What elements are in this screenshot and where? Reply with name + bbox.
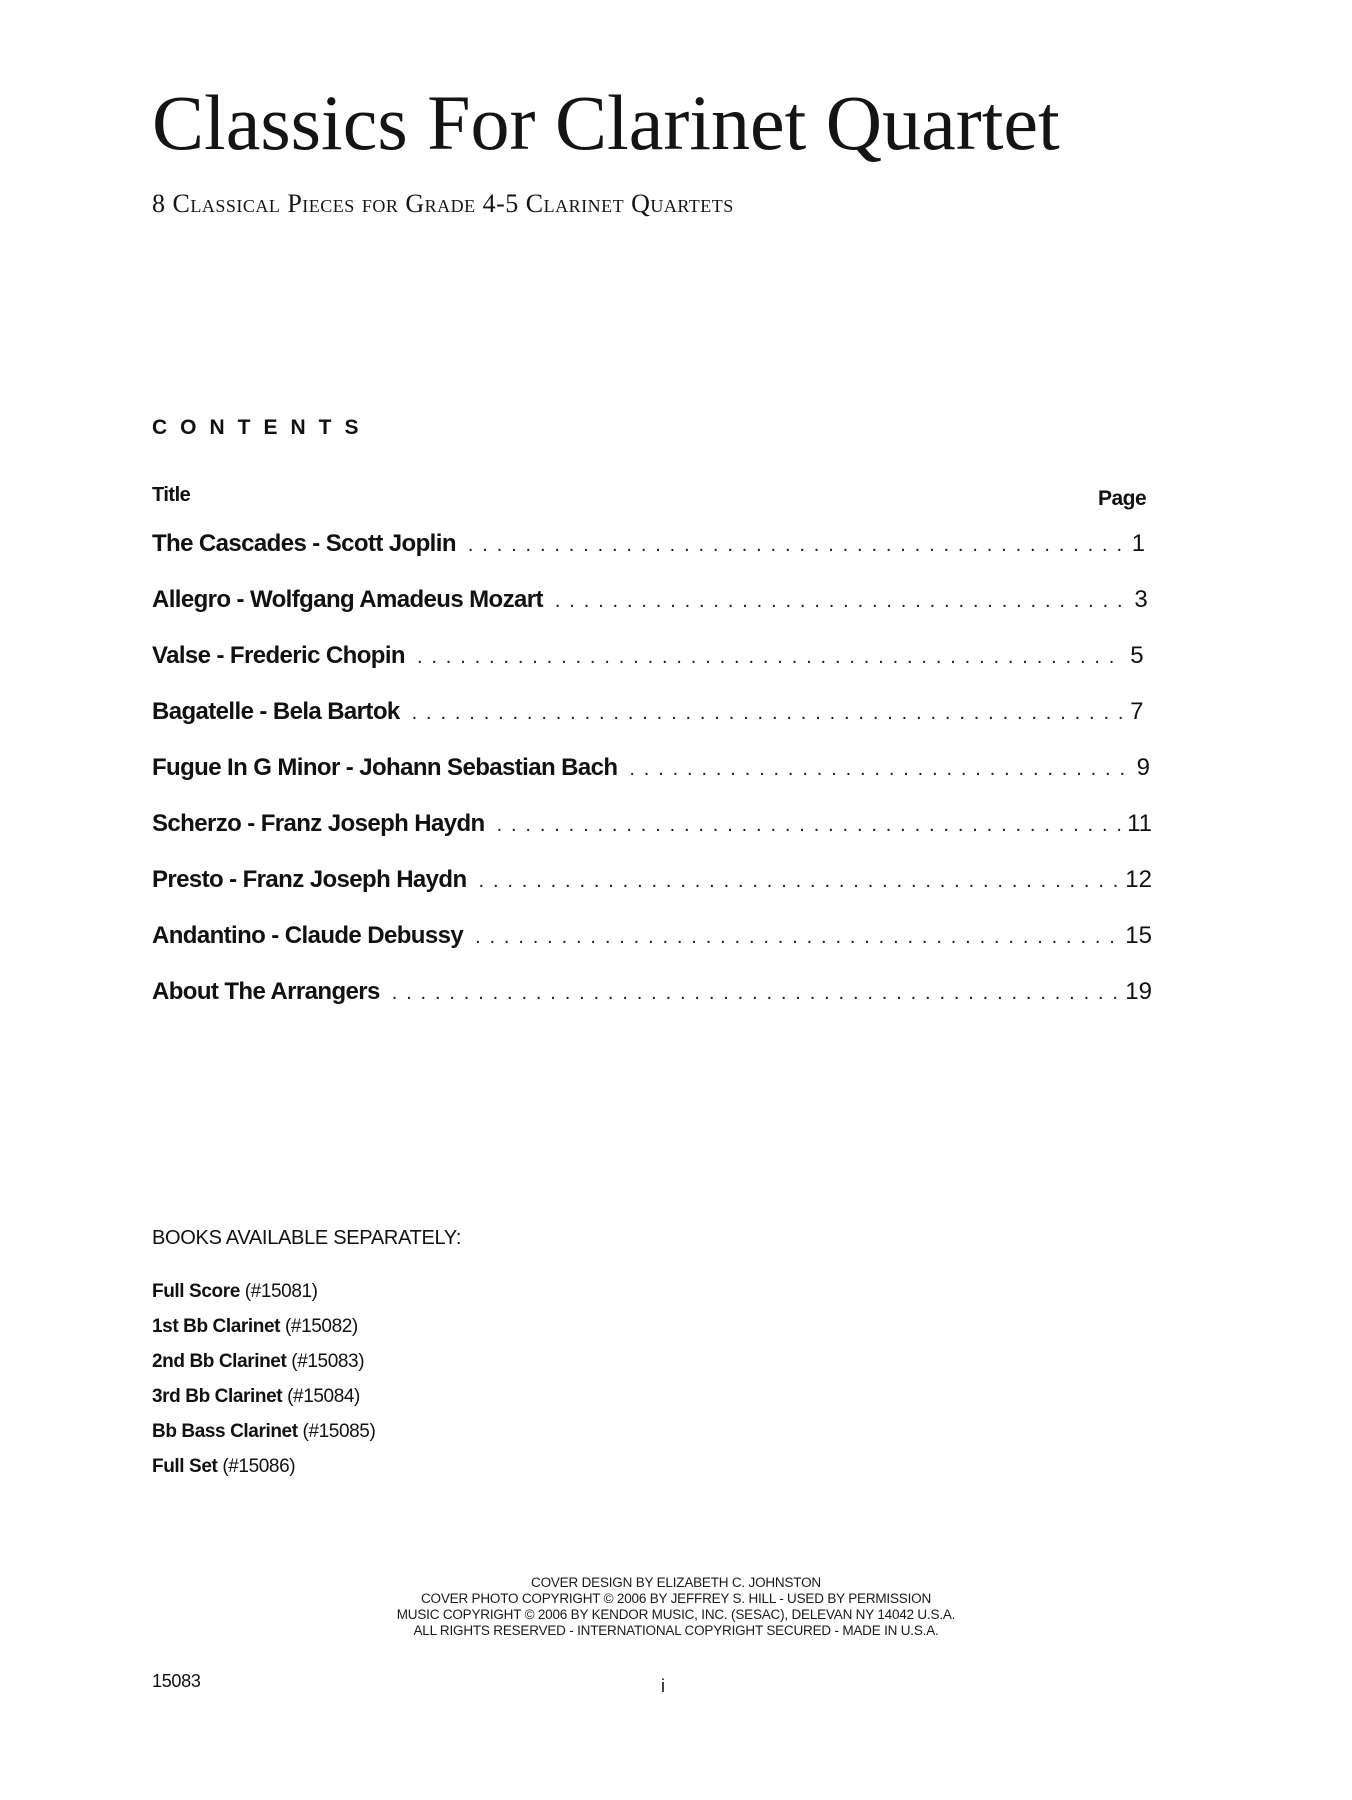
book-part-code: (#15081) [244,1281,318,1302]
toc-leader-dots [629,758,1130,781]
toc-leader-dots [475,926,1119,949]
toc-entry [152,586,1152,642]
toc-entry [152,698,1152,754]
toc-entry-page: 7 [1130,698,1144,725]
toc-entry-page: 12 [1125,866,1152,893]
book-part-name: 3rd Bb Clarinet [152,1386,283,1407]
rights-notice: ALL RIGHTS RESERVED - INTERNATIONAL COPYRIGHT SECURED - MADE IN U.S.A. [413,1623,939,1638]
page-number: i [661,1676,665,1696]
book-part-code: (#15085) [302,1421,376,1442]
books-available-list [152,1281,375,1491]
toc-entry-page: 19 [1125,978,1152,1005]
toc-entry-title: Presto - Franz Joseph Haydn [152,866,467,893]
toc-entry-title: Scherzo - Franz Joseph Haydn [152,810,485,837]
cover-design-credit: COVER DESIGN BY ELIZABETH C. JOHNSTON [531,1575,821,1590]
music-copyright: MUSIC COPYRIGHT © 2006 BY KENDOR MUSIC, INC. (SESAC), DELEVAN NY 14042 U.S.A. [396,1607,956,1622]
book-part-code: (#15084) [287,1386,360,1407]
toc-entry [152,978,1152,1034]
toc-entry [152,866,1152,922]
list-item [152,1386,375,1421]
books-available-heading: BOOKS AVAILABLE SEPARATELY: [152,1227,462,1249]
toc-entry [152,754,1152,810]
book-part-name: Full Score [152,1281,240,1302]
toc-entry-page: 5 [1130,642,1144,669]
list-item [152,1456,375,1491]
toc-entry-title: The Cascades - Scott Joplin [152,530,456,557]
table-of-contents [152,530,1152,1034]
toc-entry-page: 3 [1134,586,1148,613]
toc-entry-title: Allegro - Wolfgang Amadeus Mozart [152,586,543,613]
toc-entry-title: Andantino - Claude Debussy [152,922,464,949]
toc-leader-dots [412,702,1124,725]
contents-title-column-header: Title [152,484,191,506]
toc-entry-title: About The Arrangers [152,978,380,1005]
book-part-name: 1st Bb Clarinet [152,1316,281,1337]
toc-entry-page: 11 [1127,810,1152,837]
book-part-name: 2nd Bb Clarinet [152,1351,287,1372]
copyright-credits [0,1575,1352,1639]
toc-entry [152,642,1152,698]
toc-leader-dots [497,814,1121,837]
toc-leader-dots [417,646,1124,669]
toc-entry [152,530,1152,586]
toc-entry-title: Fugue In G Minor - Johann Sebastian Bach [152,754,618,781]
toc-entry-title: Bagatelle - Bela Bartok [152,698,400,725]
book-part-name: Bb Bass Clarinet [152,1421,298,1442]
list-item [152,1281,375,1316]
toc-entry [152,810,1152,866]
toc-leader-dots [479,870,1120,893]
book-part-name: Full Set [152,1456,218,1477]
toc-leader-dots [468,534,1126,557]
book-part-code: (#15086) [222,1456,296,1477]
toc-entry [152,922,1152,978]
toc-leader-dots [392,982,1120,1005]
toc-entry-page: 15 [1125,922,1152,949]
toc-entry-page: 9 [1136,754,1150,781]
book-part-code: (#15082) [284,1316,358,1337]
toc-entry-page: 1 [1131,530,1146,557]
book-subtitle: 8 Classical Pieces for Grade 4-5 Clarinet Quartets [152,189,734,218]
catalog-number: 15083 [152,1671,201,1691]
cover-photo-credit: COVER PHOTO COPYRIGHT © 2006 BY JEFFREY S. HILL - USED BY PERMISSION [421,1591,931,1606]
contents-page-column-header: Page [1098,487,1147,510]
toc-entry-title: Valse - Frederic Chopin [152,642,405,669]
list-item [152,1351,375,1386]
toc-leader-dots [555,590,1129,613]
list-item [152,1421,375,1456]
book-title: Classics For Clarinet Quartet [152,79,1060,166]
book-part-code: (#15083) [291,1351,365,1372]
list-item [152,1316,375,1351]
contents-heading: CONTENTS [152,416,372,439]
